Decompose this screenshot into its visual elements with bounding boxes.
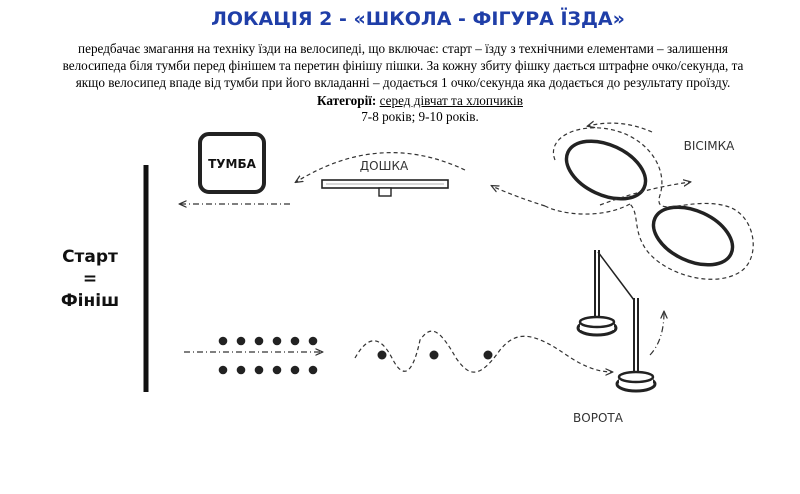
description-line-1: передбачає змагання на техніку їзди на велосипеді, що включає: старт – їзду з технічними елементами – залишення [78, 41, 728, 56]
cone [237, 337, 246, 346]
cone [309, 337, 318, 346]
figure-eight-ellipse-top [557, 130, 654, 211]
cone [255, 366, 264, 375]
arrow-from-cones-to-eight [492, 186, 545, 206]
page-title: ЛОКАЦІЯ 2 - «ШКОЛА - ФІГУРА ЇЗДА» [211, 8, 625, 30]
cone [255, 337, 264, 346]
cone [237, 366, 246, 375]
arrow-cross [545, 204, 630, 214]
cone [273, 337, 282, 346]
cone [219, 366, 228, 375]
categories-label: Категорії: [317, 93, 377, 108]
categories-value: серед дівчат та хлопчиків [379, 93, 523, 108]
doshka-support [379, 188, 391, 196]
tumba-label: ТУМБА [208, 157, 256, 171]
vorota-label: ВОРОТА [573, 411, 623, 425]
cone [309, 366, 318, 375]
figure-eight-ellipse-bottom [644, 196, 741, 277]
doshka-label: ДОШКА [359, 159, 409, 173]
gate-rope [598, 252, 634, 300]
cones-grid [219, 337, 318, 375]
cone [291, 337, 300, 346]
cone [273, 366, 282, 375]
slalom-cone [484, 351, 493, 360]
ages-text: 7-8 років; 9-10 років. [361, 109, 479, 124]
finish-label: Фініш [60, 291, 120, 311]
equals-label: = [82, 269, 98, 289]
visimka-label: ВІСІМКА [683, 139, 735, 153]
arrow-gate-to-eight [650, 312, 664, 355]
start-label: Старт [62, 247, 118, 267]
slalom-cone [378, 351, 387, 360]
cone [219, 337, 228, 346]
cone [291, 366, 300, 375]
slalom-cone [430, 351, 439, 360]
description-line-2: велосипеда біля тумби перед фінішем та перетин фінішу пішки. За кожну збиту фішку дається штрафне очко/секунда, та [62, 58, 744, 73]
description-line-3: якщо велосипед впаде від тумби при його вкладанні – додається 1 очко/секунда яка додається до результату проїзду. [75, 75, 731, 90]
slalom-path [355, 331, 612, 372]
